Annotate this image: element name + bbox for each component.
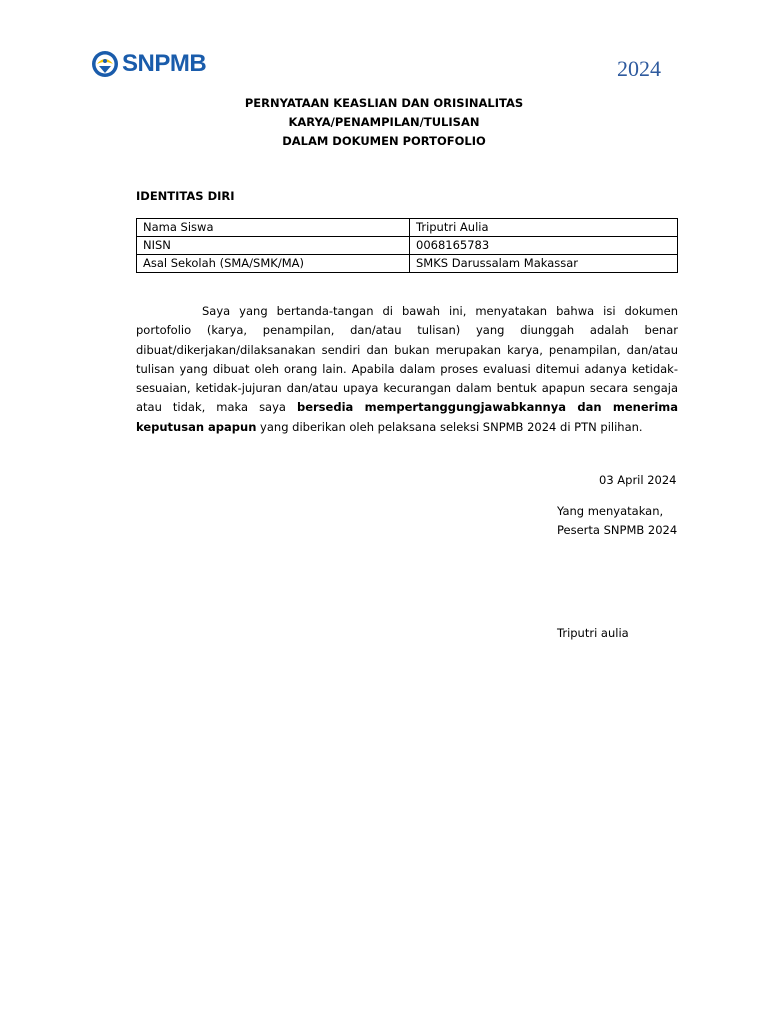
identity-value: Triputri Aulia xyxy=(410,219,678,237)
identity-table xyxy=(136,218,678,273)
identity-label: Asal Sekolah (SMA/SMK/MA) xyxy=(137,255,410,273)
statement-text-bold: bersedia mempertanggungjawabkannya dan menerima keputusan apapun xyxy=(136,400,679,434)
document-year: 2024 xyxy=(617,56,661,81)
logo-text: SNPMB xyxy=(122,50,207,77)
signature-block xyxy=(557,502,677,539)
document-title xyxy=(0,94,768,151)
signer-name: Triputri aulia xyxy=(557,626,629,640)
table-row xyxy=(137,237,678,255)
table-row xyxy=(137,219,678,237)
statement-paragraph xyxy=(136,302,678,437)
signature-date: 03 April 2024 xyxy=(599,473,677,487)
signature-line-2: Peserta SNPMB 2024 xyxy=(557,522,678,537)
title-line-3: DALAM DOKUMEN PORTOFOLIO xyxy=(282,134,486,148)
identity-value: SMKS Darussalam Makassar xyxy=(410,255,678,273)
title-line-2: KARYA/PENAMPILAN/TULISAN xyxy=(288,115,480,129)
identity-label: NISN xyxy=(137,237,410,255)
statement-text-part-1: Saya yang bertanda-tangan di bawah ini, menyatakan bahwa isi dokumen portofolio (karya, penampilan, dan/atau tulisan) yang diunggah adalah benar dibuat/dikerjakan/dilaksanakan sendiri dan bukan merupakan karya, penampilan, dan/atau tulisan yang dibuat oleh orang lain. Apabila dalam proses evaluasi ditemui adanya ketidak-sesuaian, ketidak-jujuran dan/atau upaya kecurangan dalam bentuk apapun secara sengaja atau tidak, maka saya xyxy=(136,304,678,415)
tut-wuri-handayani-emblem-icon xyxy=(90,49,120,79)
title-line-1: PERNYATAAN KEASLIAN DAN ORISINALITAS xyxy=(244,96,524,110)
identity-heading: IDENTITAS DIRI xyxy=(136,189,235,203)
signature-line-1: Yang menyatakan, xyxy=(557,504,664,518)
snpmb-logo xyxy=(90,49,206,79)
identity-label: Nama Siswa xyxy=(137,219,410,237)
identity-value: 0068165783 xyxy=(410,237,678,255)
statement-text-part-2: yang diberikan oleh pelaksana seleksi SNPMB 2024 di PTN pilihan. xyxy=(256,419,643,434)
table-row xyxy=(137,255,678,273)
